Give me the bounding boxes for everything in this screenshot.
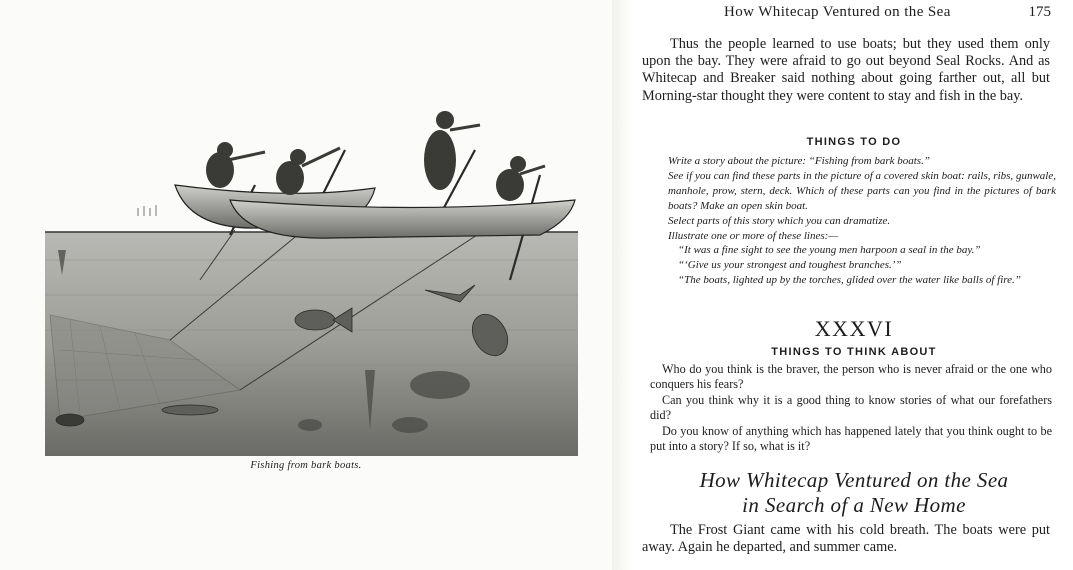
list-item: Write a story about the picture: “Fishing from bark boats.” bbox=[668, 155, 930, 167]
list-item: Illustrate one or more of these lines:— bbox=[668, 229, 839, 242]
question: Do you know of anything which has happened lately that you think ought to be put into a story? If so, what is it? bbox=[650, 423, 1052, 454]
illustration-caption: Fishing from bark boats. bbox=[250, 460, 362, 471]
book-gutter bbox=[612, 0, 634, 570]
questions-list bbox=[650, 362, 1052, 454]
chapter-title bbox=[634, 468, 1073, 518]
list-item: See if you can find these parts in the picture of a covered skin boat: rails, ribs, gunwale, manhole, prow, stern, deck. Which of these parts can you find in the pictures of bark boats? Make an open skin boat. bbox=[668, 169, 1056, 212]
running-head: How Whitecap Ventured on the Sea bbox=[724, 4, 951, 20]
opening-paragraph: Thus the people learned to use boats; but they used them only upon the bay. They were afraid to go out beyond Seal Rocks. And as Whitecap and Breaker said nothing about going farther out, all but Morning-star thought they were content to stay and fish in the bay. bbox=[642, 36, 1050, 104]
closing-paragraph: The Frost Giant came with his cold breath. The boats were put away. Again he departed, and summer came. bbox=[642, 522, 1050, 556]
things-to-do-list bbox=[664, 154, 1056, 288]
right-page bbox=[634, 0, 1073, 570]
question: Can you think why it is a good thing to know stories of what our forefathers did? bbox=[650, 392, 1052, 423]
quoted-line: “The boats, lighted up by the torches, glided over the water like balls of fire.” bbox=[678, 274, 1021, 287]
chapter-number: XXXVI bbox=[814, 316, 894, 341]
quoted-line: “It was a fine sight to see the young men harpoon a seal in the bay.” bbox=[678, 244, 981, 257]
page-number: 175 bbox=[1028, 4, 1051, 20]
list-item: Select parts of this story which you can dramatize. bbox=[668, 214, 891, 227]
things-to-do-heading: THINGS TO DO bbox=[806, 136, 902, 148]
question: Who do you think is the braver, the person who is never afraid or the one who conquers his fears? bbox=[650, 362, 1052, 392]
quoted-line: “‘Give us your strongest and toughest branches.’” bbox=[678, 259, 902, 272]
fishing-illustration bbox=[40, 90, 582, 460]
things-to-think-heading: THINGS TO THINK ABOUT bbox=[771, 346, 937, 358]
chapter-title-line: in Search of a New Home bbox=[742, 493, 966, 517]
chapter-title-line: How Whitecap Ventured on the Sea bbox=[699, 468, 1009, 492]
bark-boat-front bbox=[230, 200, 575, 238]
